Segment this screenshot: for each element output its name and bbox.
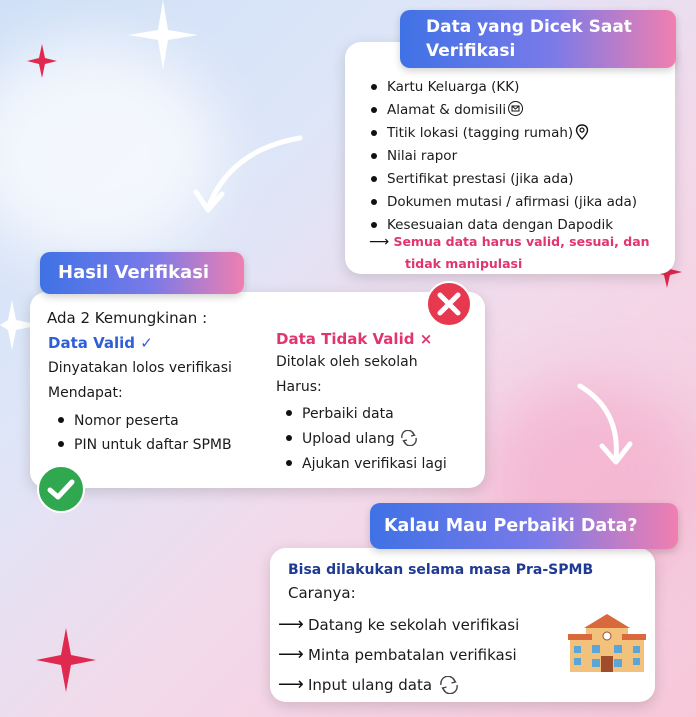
list-item <box>369 99 637 122</box>
item-label: Ajukan verifikasi lagi <box>302 456 447 472</box>
valid-description: Dinyatakan lolos verifikasi <box>48 360 232 376</box>
valid-benefits-list <box>56 409 232 457</box>
item-label: Alamat & domisili <box>387 102 507 118</box>
checklist <box>369 76 637 237</box>
item-label: Dokumen mutasi / afirmasi (jika ada) <box>387 194 637 210</box>
step-label: Datang ke sekolah verifikasi <box>308 616 520 634</box>
invalid-description: Ditolak oleh sekolah <box>276 354 418 370</box>
section-title-tag <box>40 252 244 294</box>
list-item <box>369 145 637 168</box>
invalid-title: Data Tidak Valid <box>276 330 415 348</box>
sparkle-icon <box>128 0 198 70</box>
verification-checklist-card <box>345 42 675 274</box>
check-mark: ✓ <box>140 334 153 352</box>
section-title: Verifikasi <box>426 41 516 61</box>
item-label: Nomor peserta <box>74 413 179 429</box>
sparkle-icon <box>27 44 57 78</box>
valid-title: Data Valid <box>48 334 136 352</box>
validity-note <box>369 231 650 274</box>
right-arrow-icon: ⟶ <box>278 644 304 665</box>
invalid-heading <box>276 330 432 348</box>
note-line: tidak manipulasi <box>405 256 523 271</box>
valid-heading <box>48 334 153 352</box>
list-item <box>284 427 447 452</box>
cross-icon <box>425 280 473 328</box>
cross-mark: × <box>419 330 433 348</box>
step-label: Input ulang data <box>308 676 433 694</box>
list-item <box>369 122 637 145</box>
right-arrow-icon: ⟶ <box>369 234 390 250</box>
right-arrow-icon: ⟶ <box>278 674 304 695</box>
location-pin-icon <box>575 124 589 140</box>
list-item <box>369 76 637 99</box>
item-label: Perbaiki data <box>302 406 394 422</box>
steps-label: Caranya: <box>288 584 356 602</box>
item-label: Titik lokasi (tagging rumah) <box>387 125 574 141</box>
section-title-tag <box>370 503 678 549</box>
valid-benefits-label: Mendapat: <box>48 385 123 401</box>
item-label: Nilai rapor <box>387 148 458 164</box>
item-label: Kesesuaian data dengan Dapodik <box>387 217 614 233</box>
steps-list <box>278 610 519 700</box>
result-intro: Ada 2 Kemungkinan : <box>47 309 208 327</box>
step-label: Minta pembatalan verifikasi <box>308 646 517 664</box>
check-icon <box>36 464 86 514</box>
list-item <box>278 640 519 670</box>
curved-arrow-icon <box>570 380 640 470</box>
fix-period-text: Bisa dilakukan selama masa Pra-SPMB <box>288 562 594 578</box>
invalid-actions-label: Harus: <box>276 379 322 395</box>
list-item <box>369 168 637 191</box>
envelope-icon <box>508 101 523 116</box>
section-title: Kalau Mau Perbaiki Data? <box>384 516 638 536</box>
list-item <box>278 610 519 640</box>
curved-arrow-icon <box>190 130 310 220</box>
item-label: Sertifikat prestasi (jika ada) <box>387 171 574 187</box>
section-title: Hasil Verifikasi <box>58 262 210 283</box>
verification-result-card <box>30 292 485 488</box>
list-item <box>56 409 232 433</box>
item-label: Kartu Keluarga (KK) <box>387 79 520 95</box>
list-item <box>278 670 519 700</box>
refresh-icon <box>399 430 419 446</box>
section-title: Data yang Dicek Saat <box>426 17 632 37</box>
note-line: Semua data harus valid, sesuai, dan <box>393 234 650 249</box>
sparkle-icon <box>36 628 96 692</box>
list-item <box>284 402 447 427</box>
invalid-actions-list <box>284 402 447 477</box>
list-item <box>284 452 447 477</box>
school-building-icon <box>568 612 646 674</box>
list-item <box>56 433 232 457</box>
section-title-tag <box>400 10 676 68</box>
right-arrow-icon: ⟶ <box>278 614 304 635</box>
refresh-icon <box>438 676 460 694</box>
item-label: Upload ulang <box>302 431 395 447</box>
list-item <box>369 191 637 214</box>
fix-data-card <box>270 548 655 702</box>
item-label: PIN untuk daftar SPMB <box>74 437 232 453</box>
